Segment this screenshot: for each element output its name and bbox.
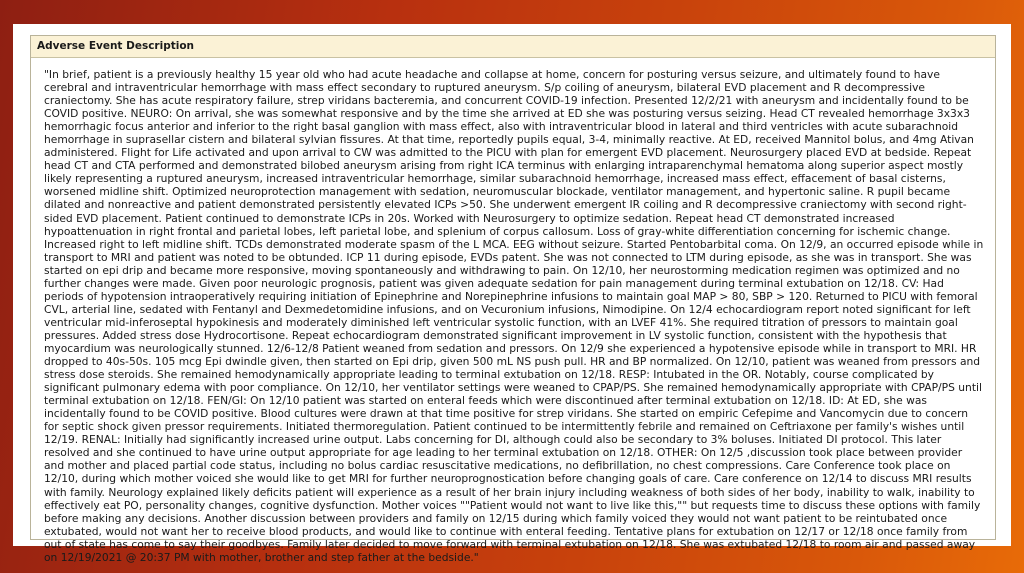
details-panel: [13, 24, 1011, 564]
section-header: Adverse Event Description: [31, 36, 995, 58]
adverse-event-description-text: "In brief, patient is a previously healthy 15 year old who had acute headache and collapse at home, concern for posturing versus seizure, and ultimately found to have cerebral and intraventricular hemorrhage with mass effect secondary to ruptured aneurysm. S/p coiling of aneurysm, bilateral EVD placement and R decompressive craniectomy. She has acute respiratory failure, strep viridans bacteremia, and concurrent COVID-19 infection. Presented 12/2/21 with aneurysm and incidentally found to be COVID positive. NEURO: On arrival, she was somewhat responsive and by the time she arrived at ED she was posturing versus seizing. Head CT revealed hemorrhage 3x3x3 hemorrhagic focus anterior and inferior to the right basal ganglion with mass effect, also with intraventricular blood in lateral and third ventricles with acute subarachnoid hemorrhage in suprasellar cistern and bilateral sylvian fissures. At that time, reportedly pupils equal, 3-4, minimally reactive. At ED, received Mannitol bolus, and 4mg Ativan administered. Flight for Life activated and upon arrival to CW was admitted to the PICU with plan for emergent EVD placement. Neurosurgery placed EVD at bedside. Repeat head CT and CTA performed and demonstrated bilobed aneurysm arising from right ICA terminus with enlarging intraparenchymal hematoma along superior aspect mostly likely representing a ruptured aneurysm, increased intraventricular hemorrhage, similar subarachnoid hemorrhage, increased mass effect, effacement of basal cisterns, worsened midline shift. Optimized neuroprotection management with sedation, neuromuscular blockade, ventilator management, and hypertonic saline. R pupil became dilated and nonreactive and patient demonstrated persistently elevated ICPs >50. She underwent emergent IR coiling and R decompressive craniectomy with second right-sided EVD placement. Patient continued to demonstrate ICPs in 20s. Worked with Neurosurgery to optimize sedation. Repeat head CT demonstrated increased hypoattenuation in right frontal and parietal lobes, left parietal lobe, and splenium of corpus callosum. Loss of gray-white differentiation concerning for ischemic change. Increased right to left midline shift. TCDs demonstrated moderate spasm of the L MCA. EEG without seizure. Started Pentobarbital coma. On 12/9, an occurred episode while in transport to MRI and patient was noted to be obtunded. ICP 11 during episode, EVDs patent. She was not connected to LTM during episode, as she was in transport. She was started on epi drip and became more responsive, moving spontaneously and withdrawing to pain. On 12/10, her neurostorming medication regimen was optimized and no further changes were made. Given poor neurologic prognosis, patient was given adequate sedation for pain management during terminal extubation on 12/18. CV: Had periods of hypotension intraoperatively requiring initiation of Epinephrine and Norepinephrine infusions to maintain goal MAP > 80, SBP > 120. Returned to PICU with femoral CVL, arterial line, sedated with Fentanyl and Dexmedetomidine infusions, and on Vecuronium infusions, Nimodipine. On 12/4 echocardiogram report noted significant for left ventricular mid-inferoseptal hypokinesis and moderately diminished left ventricular systolic function, with an LVEF 41%. She required titration of pressors to maintain goal pressures. Added stress dose Hydrocortisone. Repeat echocardiogram demonstrated significant improvement in LV systolic function, consistent with the hypothesis that myocardium was neurologically stunned. 12/6-12/8 Patient weaned from sedation and pressors. On 12/9 she experienced a hypotensive episode while in transport to MRI. HR dropped to 40s-50s. 105 mcg Epi dwindle given, then started on Epi drip, given 500 mL NS push pull. HR and BP normalized. On 12/10, patient was weaned from pressors and stress dose steroids. She remained hemodynamically appropriate leading to terminal extubation on 12/18. RESP: Intubated in the OR. Notably, course complicated by significant pulmonary edema with poor compliance. On 12/10, her ventilator settings were weaned to CPAP/PS. She remained hemodynamically appropriate with CPAP/PS until terminal extubation on 12/18. FEN/GI: On 12/10 patient was started on enteral feeds which were discontinued after terminal extubation on 12/18. ID: At ED, she was incidentally found to be COVID positive. Blood cultures were drawn at that time positive for strep viridans. She started on empiric Cefepime and Vancomycin due to concern for septic shock given pressor requirements. Initiated thermoregulation. Patient continued to be intermittently febrile and remained on Ceftriaxone per family's wishes until 12/19. RENAL: Initially had significantly increased urine output. Labs concerning for DI, although could also be secondary to 3% boluses. Initiated DI protocol. This later resolved and she continued to have urine output appropriate for age leading to her terminal extubation on 12/18. OTHER: On 12/5 ,discussion took place between provider and mother and placed partial code status, including no bolus cardiac resuscitative medications, no defibrillation, no chest compressions. Care Conference took place on 12/10, during which mother voiced she would like to get MRI for further neuroprognostication before changing goals of care. Care conference on 12/14 to discuss MRI results with family. Neurology explained likely deficits patient will experience as a result of her brain injury including weakness of both sides of her body, inability to walk, inability to effectively eat PO, personality changes, cognitive dysfunction. Mother voices ""Patient would not want to live like this,"" but requests time to discuss these options with family before making any decisions. Another discussion between providers and family on 12/15 during which family voiced they would not want patient to be reintubated once extubated, would not want her to receive blood products, and would like to continue with enteral feeding. Tentative plans for extubation on 12/17 or 12/18 once family from out of state has come to say their goodbyes. Family later decided to move forward with terminal extubation on 12/18. She was extubated 12/18 to room air and passed away on 12/19/2021 @ 20:37 PM with mother, brother and step father at the bedside.": [44, 68, 984, 564]
adverse-event-section: [30, 35, 996, 564]
